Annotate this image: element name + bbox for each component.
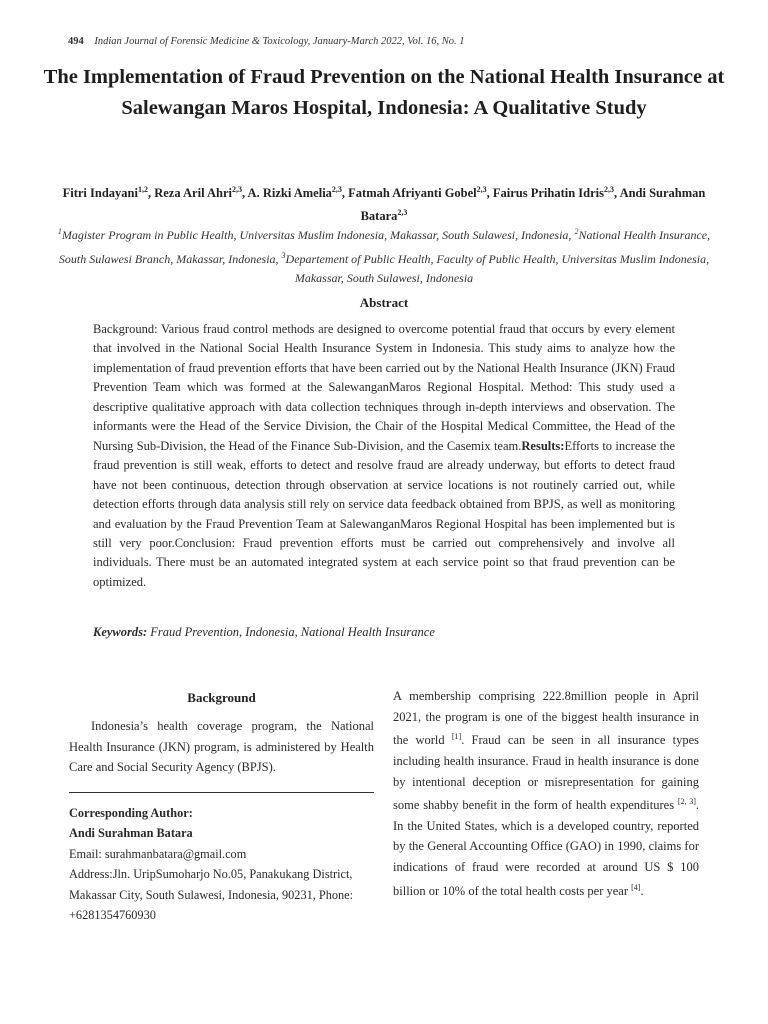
abstract-part-1: Background: Various fraud control methods are designed to overcome potential fraud that occurs by every element that involved in the National Social Health Insurance System in Indonesia. This study aims to analyze how the implementation of fraud prevention efforts that have been carried out by the National Health Insurance (JKN) Fraud Prevention Team which was formed at the SalewanganMaros Regional Hospital. Method: This study used a descriptive qualitative approach with data collection techniques through in-depth interviews and observation. The informants were the Head of the Service Division, the Chair of the Hospital Medical Committee, the Head of the Nursing Sub-Division, the Head of the Finance Sub-Division, and the Casemix team. xyxy=(93,322,675,453)
author-affiliation-mark: 2,3 xyxy=(331,185,342,194)
right-text-3: . In the United States, which is a developed country, reported by the General Accounting Office (GAO) in 1990, claims for indications of fraud were recorded at around US $ 100 billion or 10% of the total health costs per year xyxy=(393,798,699,898)
abstract-text xyxy=(93,320,675,592)
keywords xyxy=(93,625,675,640)
affiliation-number: 2 xyxy=(574,227,579,236)
right-text-1: A membership comprising 222.8million people in April 2021, the program is one of the biggest health insurance in the world xyxy=(393,689,699,748)
keywords-text: Fraud Prevention, Indonesia, National Health Insurance xyxy=(150,625,435,639)
left-column xyxy=(69,690,374,926)
right-text-2: . Fraud can be seen in all insurance types including health insurance. Fraud in health insurance is done by intentional deception or misrepresentation for gaining some shabby benefit in the form of health expenditures xyxy=(393,733,700,813)
author-name: Fitri Indayani xyxy=(62,186,138,201)
page-number: 494 xyxy=(68,36,84,47)
journal-citation: Indian Journal of Forensic Medicine & Toxicology, January-March 2022, Vol. 16, No. 1 xyxy=(94,36,465,47)
reference-marker: [2, 3] xyxy=(677,797,696,807)
background-paragraph: Indonesia’s health coverage program, the National Health Insurance (JKN) program, is administered by Health Care and Social Security Agency (BPJS). xyxy=(69,719,374,774)
article-title: The Implementation of Fraud Prevention on the National Health Insurance at Salewangan Maros Hospital, Indonesia: A Qualitative Study xyxy=(43,66,725,119)
author-name: A. Rizki Amelia xyxy=(247,186,332,201)
affiliation-number: 1 xyxy=(57,227,62,236)
background-heading: Background xyxy=(187,690,256,705)
corresponding-email: Email: surahmanbatara@gmail.com xyxy=(69,846,247,861)
author-name: Reza Aril Ahri xyxy=(154,186,232,201)
results-label: Results: xyxy=(521,438,565,453)
abstract-heading: Abstract xyxy=(359,295,409,310)
reference-marker: [4] xyxy=(631,882,641,892)
author-affiliation-mark: 2,3 xyxy=(231,185,242,194)
footnote-divider xyxy=(69,792,374,793)
author-name: Fairus Prihatin Idris xyxy=(492,186,605,201)
author-list: Fitri Indayani$^{1,2}$, Reza Aril Ahri$^{2,3}$, A. Rizki Amelia$^{2,3}$, Fatmah Afriyanti Gobel$^{2,3}$, Fairus Prihatin Idris$^{2,3}$, Andi Surahman Batara$^{2,3}$ xyxy=(62,185,706,224)
author-affiliation-mark: 2,3 xyxy=(476,185,487,194)
affiliation-number: 3 xyxy=(281,250,286,260)
abstract-part-2: Efforts to increase the fraud prevention is still weak, efforts to detect and resolve fraud are already underway, but efforts to detect fraud have not been continuous, detection through observation at service locations is not routinely carried out, while detection efforts through data analysis still rely on service data feedback obtained from BPJS, as well as monitoring and evaluation by the Fraud Prevention Team at SalewanganMaros Regional Hospital has been implemented but is still very poor.Conclusion: Fraud prevention efforts must be carried out comprehensively and involve all individuals. There must be an automated integrated system at each service point so that fraud prevention can be optimized. xyxy=(93,438,675,589)
corresponding-address: Address:Jln. UripSumoharjo No.05, Panakukang District, Makassar City, South Sulawesi, Indonesia, 90231, Phone: +6281354760930 xyxy=(69,867,354,922)
author-affiliation-mark: 2,3 xyxy=(397,208,408,218)
corresponding-author-block xyxy=(69,803,374,926)
reference-marker: [1] xyxy=(451,732,462,742)
keywords-label: Keywords: xyxy=(93,625,148,639)
right-text-4: . xyxy=(640,883,644,898)
author-affiliation-mark: 2,3 xyxy=(604,185,615,194)
corresponding-label: Corresponding Author: xyxy=(69,805,193,820)
affiliation-text: Departement of Public Health, Faculty of Public Health, Universitas Muslim Indonesia, Makassar, South Sulawesi, Indonesia xyxy=(285,251,710,285)
author-name: Andi Surahman Batara xyxy=(360,186,706,224)
affiliation-text: Magister Program in Public Health, Universitas Muslim Indonesia, Makassar, South Sulawesi, Indonesia, xyxy=(61,228,572,242)
author-affiliation-mark: 1,2 xyxy=(137,185,148,194)
right-column xyxy=(393,686,699,901)
affiliation-text: National Health Insurance, South Sulawesi Branch, Makassar, Indonesia, xyxy=(58,228,711,266)
running-header xyxy=(68,36,464,47)
affiliations xyxy=(50,222,718,289)
author-name: Fatmah Afriyanti Gobel xyxy=(348,186,477,201)
corresponding-name: Andi Surahman Batara xyxy=(69,826,193,840)
